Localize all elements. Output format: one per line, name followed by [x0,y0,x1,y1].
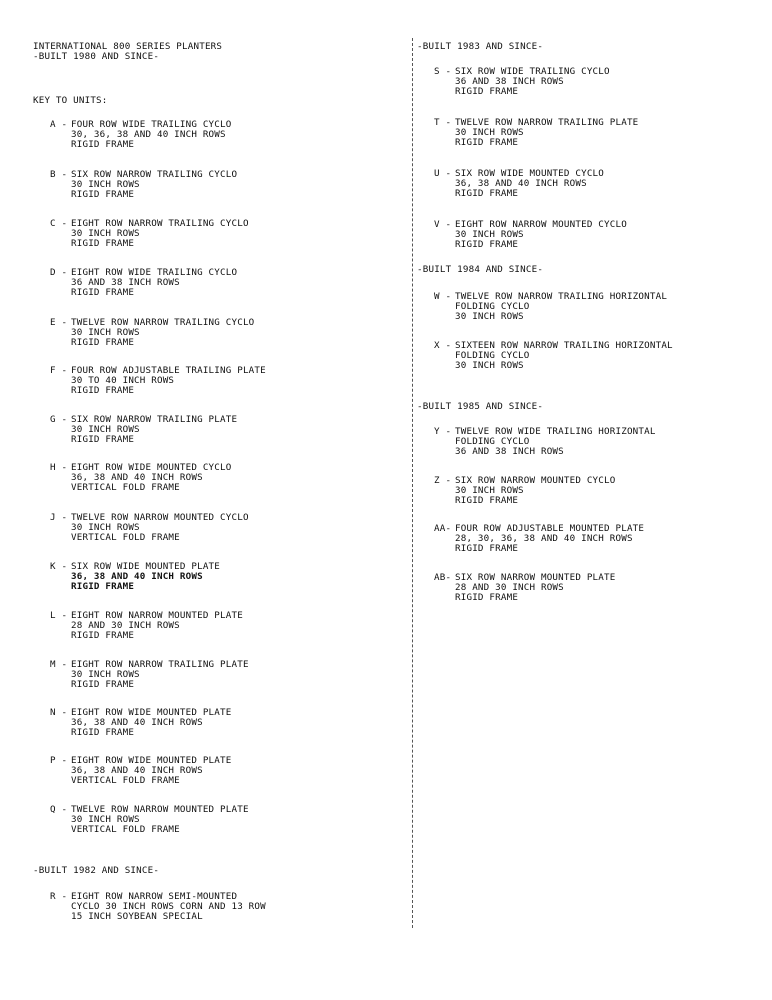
unit-line-3: RIGID FRAME [455,543,519,554]
unit-entry-e [50,318,254,348]
unit-line-1: EIGHT ROW WIDE MOUNTED PLATE [71,755,232,766]
unit-entry-ab [434,573,615,603]
unit-line-3: RIGID FRAME [71,238,135,249]
unit-line-1: EIGHT ROW NARROW SEMI-MOUNTED [71,891,238,902]
unit-line-1: SIX ROW WIDE TRAILING CYCLO [455,66,610,77]
unit-line-3: 15 INCH SOYBEAN SPECIAL [71,911,203,922]
unit-line-3: VERTICAL FOLD FRAME [71,482,180,493]
unit-line-1: SIXTEEN ROW NARROW TRAILING HORIZONTAL [455,340,673,351]
unit-line-1: EIGHT ROW WIDE MOUNTED CYCLO [71,462,232,473]
unit-entry-b [50,170,237,200]
unit-line-3: 30 INCH ROWS [455,311,524,322]
unit-code: B - [50,169,68,180]
unit-code: E - [50,317,68,328]
unit-line-2: 30, 36, 38 AND 40 INCH ROWS [71,129,226,140]
unit-line-2: FOLDING CYCLO [455,301,530,312]
section-heading-1982: -BUILT 1982 AND SINCE- [33,865,160,876]
unit-line-1: TWELVE ROW NARROW TRAILING HORIZONTAL [455,291,668,302]
unit-code: A - [50,119,68,130]
unit-entry-s [434,67,610,97]
unit-code: N - [50,707,68,718]
unit-line-1: SIX ROW NARROW MOUNTED PLATE [455,572,616,583]
unit-line-3: RIGID FRAME [455,495,519,506]
unit-code: D - [50,267,68,278]
unit-line-2: 30 INCH ROWS [455,127,524,138]
unit-line-1: TWELVE ROW NARROW MOUNTED CYCLO [71,512,249,523]
unit-entry-g [50,415,237,445]
unit-line-2: FOLDING CYCLO [455,350,530,361]
unit-code: V - [434,219,452,230]
unit-line-2: 36 AND 38 INCH ROWS [455,76,564,87]
unit-entry-j [50,513,249,543]
unit-line-1: TWELVE ROW NARROW TRAILING PLATE [455,117,639,128]
unit-code: T - [434,117,452,128]
unit-code: W - [434,291,452,302]
unit-line-1: EIGHT ROW NARROW MOUNTED CYCLO [455,219,627,230]
unit-code: L - [50,610,68,621]
unit-entry-r [50,892,266,922]
unit-line-3: RIGID FRAME [71,189,135,200]
unit-line-1: TWELVE ROW NARROW TRAILING CYCLO [71,317,255,328]
unit-code: Y - [434,426,452,437]
unit-entry-a [50,120,231,150]
unit-line-2: 28 AND 30 INCH ROWS [71,620,180,631]
unit-line-3: RIGID FRAME [71,385,135,396]
unit-code: C - [50,218,68,229]
unit-entry-z [434,476,615,506]
unit-line-2: 36 AND 38 INCH ROWS [71,277,180,288]
unit-line-3: RIGID FRAME [71,337,135,348]
unit-line-2: 30 INCH ROWS [71,814,140,825]
unit-code: K - [50,561,68,572]
unit-line-2: FOLDING CYCLO [455,436,530,447]
unit-line-1: SIX ROW NARROW TRAILING PLATE [71,414,238,425]
unit-line-1: FOUR ROW ADJUSTABLE TRAILING PLATE [71,365,266,376]
unit-code: P - [50,755,68,766]
unit-code: X - [434,340,452,351]
unit-line-3: RIGID FRAME [71,581,135,592]
unit-entry-v [434,220,627,250]
unit-line-1: SIX ROW NARROW MOUNTED CYCLO [455,475,616,486]
unit-entry-t [434,118,638,148]
unit-code: AA- [434,523,452,534]
unit-line-3: RIGID FRAME [71,434,135,445]
unit-code: J - [50,512,68,523]
unit-code: F - [50,365,68,376]
unit-line-1: EIGHT ROW NARROW TRAILING PLATE [71,659,249,670]
unit-line-1: FOUR ROW ADJUSTABLE MOUNTED PLATE [455,523,645,534]
unit-line-3: RIGID FRAME [71,287,135,298]
unit-line-3: RIGID FRAME [455,86,519,97]
unit-code: G - [50,414,68,425]
unit-entry-f [50,366,266,396]
unit-entry-c [50,219,249,249]
unit-line-1: SIX ROW WIDE MOUNTED PLATE [71,561,221,572]
unit-line-3: RIGID FRAME [71,630,135,641]
unit-line-2: 36, 38 AND 40 INCH ROWS [455,178,587,189]
unit-line-1: SIX ROW WIDE MOUNTED CYCLO [455,168,605,179]
unit-code: R - [50,891,68,902]
unit-line-3: RIGID FRAME [455,239,519,250]
unit-entry-l [50,611,243,641]
unit-line-2: 30 INCH ROWS [71,669,140,680]
unit-entry-x [434,341,673,371]
document-title [33,42,222,62]
unit-line-2: 30 INCH ROWS [71,424,140,435]
unit-code: H - [50,462,68,473]
unit-line-2: 30 INCH ROWS [71,179,140,190]
title-line-2: -BUILT 1980 AND SINCE- [33,51,160,62]
unit-line-3: VERTICAL FOLD FRAME [71,775,180,786]
unit-entry-n [50,708,231,738]
unit-line-2: 36, 38 AND 40 INCH ROWS [71,571,203,582]
section-heading-1983: -BUILT 1983 AND SINCE- [417,41,544,52]
unit-code: M - [50,659,68,670]
unit-entry-p [50,756,231,786]
unit-line-1: TWELVE ROW WIDE TRAILING HORIZONTAL [455,426,656,437]
unit-line-1: EIGHT ROW NARROW MOUNTED PLATE [71,610,243,621]
section-heading-1984: -BUILT 1984 AND SINCE- [417,264,544,275]
unit-line-2: 36, 38 AND 40 INCH ROWS [71,472,203,483]
unit-line-1: EIGHT ROW WIDE MOUNTED PLATE [71,707,232,718]
unit-line-3: 36 AND 38 INCH ROWS [455,446,564,457]
unit-line-3: RIGID FRAME [71,139,135,150]
unit-line-2: 30 INCH ROWS [71,522,140,533]
unit-code: Z - [434,475,452,486]
unit-entry-m [50,660,249,690]
unit-line-2: 36, 38 AND 40 INCH ROWS [71,765,203,776]
unit-code: S - [434,66,452,77]
unit-line-2: CYCLO 30 INCH ROWS CORN AND 13 ROW [71,901,266,912]
unit-entry-w [434,292,667,322]
column-divider [412,38,413,928]
unit-line-3: RIGID FRAME [71,679,135,690]
section-heading-1985: -BUILT 1985 AND SINCE- [417,401,544,412]
unit-line-3: VERTICAL FOLD FRAME [71,532,180,543]
unit-line-3: VERTICAL FOLD FRAME [71,824,180,835]
unit-line-1: SIX ROW NARROW TRAILING CYCLO [71,169,238,180]
unit-line-2: 30 INCH ROWS [455,485,524,496]
unit-line-3: RIGID FRAME [455,592,519,603]
unit-line-2: 28, 30, 36, 38 AND 40 INCH ROWS [455,533,633,544]
unit-code: Q - [50,804,68,815]
unit-line-3: RIGID FRAME [455,188,519,199]
unit-code: AB- [434,572,452,583]
unit-entry-d [50,268,237,298]
unit-line-2: 28 AND 30 INCH ROWS [455,582,564,593]
unit-line-1: EIGHT ROW WIDE TRAILING CYCLO [71,267,238,278]
unit-code: U - [434,168,452,179]
unit-line-3: RIGID FRAME [71,727,135,738]
unit-line-2: 30 INCH ROWS [71,327,140,338]
unit-entry-k [50,562,220,592]
unit-entry-h [50,463,231,493]
key-to-units-heading: KEY TO UNITS: [33,95,108,106]
title-line-1: INTERNATIONAL 800 SERIES PLANTERS [33,41,223,52]
unit-entry-u [434,169,604,199]
unit-line-3: 30 INCH ROWS [455,360,524,371]
unit-line-1: TWELVE ROW NARROW MOUNTED PLATE [71,804,249,815]
unit-entry-q [50,805,249,835]
unit-entry-y [434,427,656,457]
unit-line-2: 30 INCH ROWS [455,229,524,240]
unit-line-2: 30 INCH ROWS [71,228,140,239]
unit-line-3: RIGID FRAME [455,137,519,148]
unit-line-1: FOUR ROW WIDE TRAILING CYCLO [71,119,232,130]
unit-line-1: EIGHT ROW NARROW TRAILING CYCLO [71,218,249,229]
unit-entry-aa [434,524,644,554]
unit-line-2: 30 TO 40 INCH ROWS [71,375,175,386]
unit-line-2: 36, 38 AND 40 INCH ROWS [71,717,203,728]
